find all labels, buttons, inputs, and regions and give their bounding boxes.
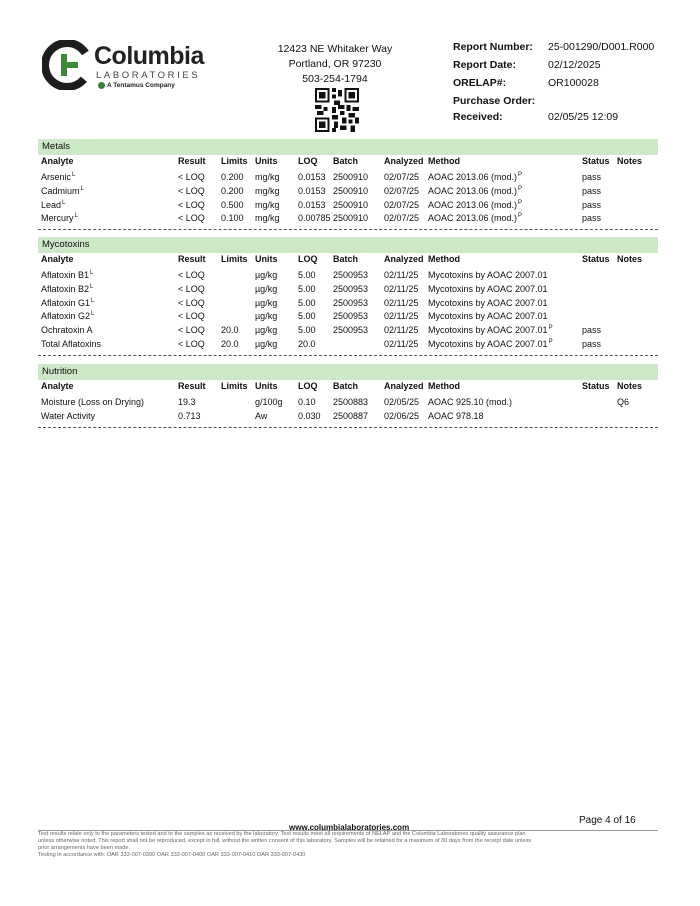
cell-method	[428, 339, 553, 349]
cell-status	[582, 186, 601, 196]
column-header-limits: Limits	[221, 381, 248, 391]
brand-subtitle: LABORATORIES	[96, 70, 201, 81]
cell-method	[428, 270, 548, 280]
cell-batch	[333, 200, 368, 210]
cell-text: 0.0153	[298, 185, 326, 196]
cell-analyte	[41, 270, 93, 280]
tentamus-icon	[98, 82, 105, 89]
cell-text: 2500953	[333, 283, 369, 294]
column-header-analyte: Analyte	[41, 381, 74, 391]
cell-loq	[298, 284, 316, 294]
cell-result	[178, 311, 205, 321]
report-meta-value: 02/12/2025	[548, 59, 601, 71]
cell-text: mg/kg	[255, 213, 280, 224]
cell-text: 02/11/25	[384, 283, 419, 294]
cell-analyte	[41, 397, 144, 407]
cell-text: 5.00	[298, 270, 316, 280]
section-header: Metals	[38, 139, 658, 155]
cell-text: µg/kg	[255, 297, 278, 308]
column-header-analyte: Analyte	[41, 156, 74, 166]
cell-text: 2500953	[333, 311, 369, 322]
cell-result	[178, 213, 205, 223]
cell-text: 02/07/25	[384, 213, 420, 224]
cell-text: 5.00	[298, 297, 316, 308]
cell-text: AOAC 2013.06 (mod.)	[428, 172, 518, 182]
cell-loq	[298, 411, 321, 421]
cell-batch	[333, 284, 368, 294]
cell-text: pass	[582, 339, 602, 349]
cell-analyte	[41, 411, 95, 421]
column-header-notes: Notes	[617, 381, 643, 391]
cell-loq	[298, 213, 331, 223]
cell-text: µg/kg	[255, 311, 278, 322]
cell-text: pass	[582, 172, 602, 182]
cell-text: 0.200	[221, 172, 244, 182]
cell-text: 2500953	[333, 325, 369, 336]
cell-text: < LOQ	[178, 325, 205, 336]
cell-text: µg/kg	[255, 339, 278, 349]
cell-text: Arsenic	[41, 172, 72, 182]
cell-method	[428, 311, 548, 321]
cell-text: < LOQ	[178, 199, 205, 210]
cell-analyzed	[384, 311, 418, 321]
cell-analyte	[41, 298, 94, 308]
cell-units	[255, 298, 277, 308]
cell-text: 02/07/25	[384, 185, 420, 196]
cell-limits	[221, 325, 239, 335]
cell-text: 02/11/25	[384, 311, 419, 322]
cell-analyte	[41, 339, 101, 349]
cell-text: Mycotoxins by AOAC 2007.01	[428, 339, 548, 349]
cell-result	[178, 186, 205, 196]
method-qualifier-mark: P	[518, 199, 523, 206]
cell-batch	[333, 325, 368, 335]
cell-units	[255, 186, 280, 196]
column-header-loq: LOQ	[298, 156, 318, 166]
cell-batch	[333, 213, 368, 223]
cell-analyzed	[384, 200, 419, 210]
cell-text: Aflatoxin G1	[41, 297, 91, 308]
footer-disclaimer: prior arrangements have been made.	[38, 845, 131, 851]
cell-result	[178, 270, 205, 280]
section-header: Nutrition	[38, 364, 658, 380]
cell-text: Ochratoxin A	[41, 325, 93, 336]
cell-analyzed	[384, 213, 419, 223]
cell-text: 0.0153	[298, 172, 326, 182]
cell-text: Aw	[255, 410, 268, 421]
cell-status	[582, 325, 601, 335]
qualifier-mark: L	[90, 270, 94, 276]
cell-limits	[221, 186, 244, 196]
cell-text: 02/06/25	[384, 410, 420, 421]
qualifier-mark: L	[90, 283, 94, 290]
cell-loq	[298, 339, 316, 349]
cell-loq	[298, 172, 326, 182]
cell-text: 0.10	[298, 397, 316, 407]
cell-text: AOAC 2013.06 (mod.)	[428, 199, 518, 210]
column-header-status: Status	[582, 254, 610, 264]
section-divider	[38, 355, 658, 356]
cell-analyte	[41, 213, 78, 223]
cell-text: 2500910	[333, 213, 369, 224]
cell-analyzed	[384, 298, 418, 308]
cell-loq	[298, 200, 326, 210]
cell-text: Lead	[41, 199, 62, 210]
column-header-status: Status	[582, 156, 610, 166]
cell-text: µg/kg	[255, 270, 278, 280]
cell-text: 2500887	[333, 410, 369, 421]
column-header-analyte: Analyte	[41, 254, 74, 264]
cell-batch	[333, 186, 368, 196]
column-header-result: Result	[178, 254, 206, 264]
cell-analyzed	[384, 339, 418, 349]
column-header-notes: Notes	[617, 156, 643, 166]
cell-text: 0.00785	[298, 213, 331, 224]
column-header-batch: Batch	[333, 156, 359, 166]
cell-loq	[298, 298, 316, 308]
cell-analyzed	[384, 325, 418, 335]
cell-status	[582, 200, 601, 210]
cell-method	[428, 411, 484, 421]
qualifier-mark: L	[72, 172, 76, 178]
cell-status	[582, 172, 601, 182]
method-qualifier-mark: P	[518, 213, 523, 220]
cell-text: Q6	[617, 397, 630, 407]
cell-units	[255, 284, 277, 294]
cell-analyte	[41, 325, 93, 335]
cell-result	[178, 325, 205, 335]
cell-notes	[617, 397, 629, 407]
cell-text: µg/kg	[255, 283, 278, 294]
cell-text: 5.00	[298, 311, 316, 322]
address-phone: 503-254-1794	[302, 73, 368, 85]
columbia-logo-icon	[42, 40, 92, 90]
cell-method	[428, 186, 522, 196]
cell-text: AOAC 2013.06 (mod.)	[428, 213, 518, 224]
cell-units	[255, 339, 277, 349]
page-number: Page 4 of 16	[579, 815, 636, 826]
method-qualifier-mark: P	[548, 339, 553, 345]
cell-result	[178, 411, 201, 421]
qualifier-mark: L	[91, 311, 95, 318]
cell-analyzed	[384, 397, 419, 407]
cell-method	[428, 298, 548, 308]
column-header-batch: Batch	[333, 254, 359, 264]
cell-analyzed	[384, 284, 418, 294]
cell-text: 5.00	[298, 283, 316, 294]
cell-text: 5.00	[298, 325, 316, 336]
cell-text: 2500883	[333, 397, 369, 407]
column-header-analyzed: Analyzed	[384, 254, 424, 264]
cell-method	[428, 200, 522, 210]
qualifier-mark: L	[91, 297, 95, 304]
cell-units	[255, 213, 280, 223]
cell-text: pass	[582, 185, 602, 196]
cell-result	[178, 172, 205, 182]
cell-text: AOAC 925.10 (mod.)	[428, 397, 513, 407]
cell-text: 0.030	[298, 410, 321, 421]
brand-name: Columbia	[94, 42, 204, 70]
address-line: Portland, OR 97230	[288, 58, 382, 70]
report-meta-label: Purchase Order:	[453, 95, 536, 107]
cell-batch	[333, 397, 368, 407]
cell-text: 20.0	[221, 325, 239, 336]
cell-text: 2500910	[333, 172, 369, 182]
cell-text: 0.500	[221, 199, 244, 210]
section-header: Mycotoxins	[38, 237, 658, 253]
cell-result	[178, 298, 205, 308]
cell-batch	[333, 270, 368, 280]
column-header-batch: Batch	[333, 381, 359, 391]
cell-analyte	[41, 200, 65, 210]
cell-batch	[333, 311, 368, 321]
cell-method	[428, 172, 522, 182]
cell-text: < LOQ	[178, 297, 205, 308]
cell-batch	[333, 172, 368, 182]
cell-limits	[221, 339, 239, 349]
method-qualifier-mark: P	[518, 172, 523, 178]
cell-units	[255, 270, 277, 280]
cell-result	[178, 200, 205, 210]
cell-text: pass	[582, 199, 602, 210]
cell-method	[428, 397, 512, 407]
cell-batch	[333, 411, 368, 421]
qualifier-mark: L	[74, 213, 78, 220]
cell-text: 02/05/25	[384, 397, 420, 407]
cell-text: 02/11/25	[384, 297, 419, 308]
cell-result	[178, 339, 205, 349]
cell-text: 0.713	[178, 410, 201, 421]
column-header-loq: LOQ	[298, 254, 318, 264]
cell-analyte	[41, 172, 75, 182]
cell-text: pass	[582, 325, 602, 336]
report-meta-label: Received:	[453, 111, 503, 123]
column-header-result: Result	[178, 381, 206, 391]
column-header-loq: LOQ	[298, 381, 318, 391]
cell-text: 0.100	[221, 213, 244, 224]
cell-text: Mycotoxins by AOAC 2007.01	[428, 311, 548, 322]
cell-analyte	[41, 186, 84, 196]
cell-text: 2500910	[333, 199, 369, 210]
cell-analyte	[41, 284, 93, 294]
report-meta-value: 25-001290/D001.R000	[548, 41, 655, 53]
method-qualifier-mark: P	[548, 325, 553, 332]
cell-text: Water Activity	[41, 410, 96, 421]
qualifier-mark: L	[80, 185, 84, 192]
cell-result	[178, 284, 205, 294]
method-qualifier-mark: P	[518, 185, 523, 192]
cell-text: Mycotoxins by AOAC 2007.01	[428, 297, 548, 308]
cell-text: Cadmium	[41, 185, 80, 196]
cell-loq	[298, 270, 316, 280]
section-divider	[38, 427, 658, 428]
cell-analyzed	[384, 172, 419, 182]
cell-text: 19.3	[178, 397, 196, 407]
cell-text: g/100g	[255, 397, 283, 407]
column-header-notes: Notes	[617, 254, 643, 264]
cell-status	[582, 213, 601, 223]
column-header-analyzed: Analyzed	[384, 381, 424, 391]
cell-analyzed	[384, 411, 419, 421]
cell-text: < LOQ	[178, 283, 205, 294]
cell-method	[428, 325, 553, 335]
column-header-limits: Limits	[221, 254, 248, 264]
cell-text: 02/07/25	[384, 199, 420, 210]
cell-loq	[298, 186, 326, 196]
cell-text: 20.0	[298, 339, 316, 349]
footer-disclaimer: Test results relate only to the parameters tested and to the samples as received by the laboratory. Test results meet all requirements of NELAP and the Columbia Laboratories quality assurance plan	[38, 831, 526, 837]
cell-analyte	[41, 311, 94, 321]
cell-text: Mycotoxins by AOAC 2007.01	[428, 325, 548, 336]
cell-text: < LOQ	[178, 339, 205, 349]
cell-batch	[333, 298, 368, 308]
cell-text: pass	[582, 213, 602, 224]
report-meta-label: ORELAP#:	[453, 77, 507, 89]
cell-analyzed	[384, 270, 418, 280]
cell-loq	[298, 311, 316, 321]
report-meta-label: Report Date:	[453, 59, 517, 71]
column-header-units: Units	[255, 156, 278, 166]
cell-text: 2500910	[333, 185, 369, 196]
cell-text: < LOQ	[178, 270, 205, 280]
cell-units	[255, 200, 280, 210]
cell-text: mg/kg	[255, 185, 280, 196]
cell-limits	[221, 172, 244, 182]
qualifier-mark: L	[62, 199, 66, 206]
cell-units	[255, 172, 280, 182]
cell-text: AOAC 978.18	[428, 410, 484, 421]
column-header-status: Status	[582, 381, 610, 391]
cell-units	[255, 397, 283, 407]
cell-limits	[221, 213, 244, 223]
qr-code-icon	[315, 88, 359, 132]
cell-text: < LOQ	[178, 185, 205, 196]
cell-text: 2500953	[333, 270, 369, 280]
cell-text: Mycotoxins by AOAC 2007.01	[428, 283, 548, 294]
cell-text: Aflatoxin B2	[41, 283, 90, 294]
cell-text: AOAC 2013.06 (mod.)	[428, 185, 518, 196]
cell-text: 2500953	[333, 297, 369, 308]
cell-text: Aflatoxin B1	[41, 270, 90, 280]
cell-text: 20.0	[221, 339, 239, 349]
website-link[interactable]: www.columbialaboratories.com	[289, 823, 410, 832]
cell-text: Mercury	[41, 213, 74, 224]
cell-text: mg/kg	[255, 172, 280, 182]
column-header-result: Result	[178, 156, 206, 166]
section-divider	[38, 229, 658, 230]
cell-text: < LOQ	[178, 172, 205, 182]
cell-text: < LOQ	[178, 213, 205, 224]
column-header-method: Method	[428, 254, 460, 264]
cell-units	[255, 311, 277, 321]
cell-text: Total Aflatoxins	[41, 339, 102, 349]
cell-text: 0.200	[221, 185, 244, 196]
cell-result	[178, 397, 196, 407]
cell-loq	[298, 325, 316, 335]
cell-text: < LOQ	[178, 311, 205, 322]
cell-text: 0.0153	[298, 199, 326, 210]
column-header-limits: Limits	[221, 156, 248, 166]
brand-tagline: A Tentamus Company	[107, 82, 175, 89]
column-header-units: Units	[255, 254, 278, 264]
cell-text: Mycotoxins by AOAC 2007.01	[428, 270, 548, 280]
cell-method	[428, 213, 522, 223]
cell-text: µg/kg	[255, 325, 278, 336]
cell-method	[428, 284, 548, 294]
footer-accreditation: Testing in accordance with: OAR 333-007-0390 OAR 333-007-0400 OAR 333-007-0410 OAR 333-007-0430	[38, 852, 306, 858]
address-line: 12423 NE Whitaker Way	[277, 43, 393, 55]
footer-disclaimer: unless otherwise noted. This report shall not be reproduced, except in full, without the written consent of this laboratory. Samples will be retained for a maximum of 30 days from the receipt date unless	[38, 838, 532, 844]
cell-units	[255, 325, 277, 335]
report-meta-label: Report Number:	[453, 41, 533, 53]
cell-limits	[221, 200, 244, 210]
column-header-method: Method	[428, 156, 460, 166]
column-header-method: Method	[428, 381, 460, 391]
cell-text: Aflatoxin G2	[41, 311, 91, 322]
cell-loq	[298, 397, 316, 407]
cell-text: 02/11/25	[384, 339, 419, 349]
cell-text: 02/11/25	[384, 325, 419, 336]
company-logo	[42, 40, 212, 92]
cell-text: mg/kg	[255, 199, 280, 210]
cell-text: Moisture (Loss on Drying)	[41, 397, 145, 407]
cell-text: 02/07/25	[384, 172, 420, 182]
cell-text: 02/11/25	[384, 270, 419, 280]
report-meta-value: OR100028	[548, 77, 599, 89]
lab-address	[262, 42, 408, 87]
column-header-units: Units	[255, 381, 278, 391]
report-meta-value: 02/05/25 12:09	[548, 111, 619, 123]
cell-units	[255, 411, 267, 421]
cell-status	[582, 339, 601, 349]
column-header-analyzed: Analyzed	[384, 156, 424, 166]
cell-analyzed	[384, 186, 419, 196]
